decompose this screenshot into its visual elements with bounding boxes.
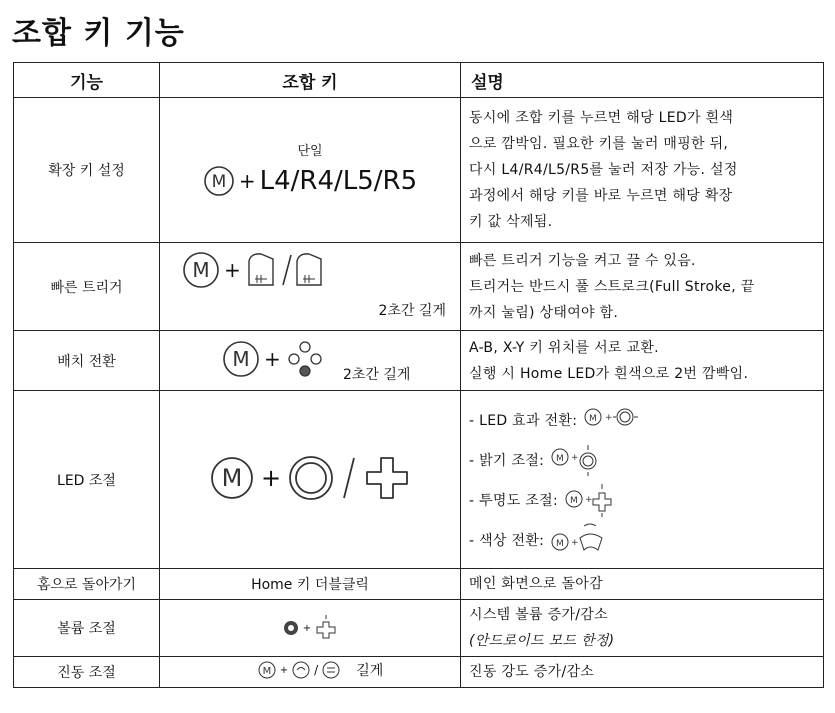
table-header-row	[14, 63, 824, 98]
row-name: 볼륨 조절	[14, 600, 160, 657]
table-row	[14, 391, 824, 569]
desc-line: - 밝기 조절:	[469, 452, 545, 469]
desc-line: - 투명도 조절:	[469, 492, 558, 509]
desc-line: 다시 L4/R4/L5/R5를 눌러 저장 가능. 설정	[469, 162, 738, 178]
m-button-icon	[209, 455, 255, 501]
plus-icon: +	[302, 622, 312, 634]
color-combo-icon	[550, 522, 606, 558]
m-button-icon	[203, 165, 235, 197]
row-name: 배치 전환	[14, 331, 160, 391]
desc-line: 동시에 조합 키를 누르면 해당 LED가 흰색	[469, 110, 734, 126]
desc-line: 실행 시 Home LED가 흰색으로 2번 깜빡임.	[469, 365, 749, 382]
combo-cell	[160, 243, 461, 331]
svg-text:+: +	[605, 412, 614, 423]
combo-cell	[160, 391, 461, 569]
header-desc: 설명	[461, 63, 824, 98]
table-row	[14, 331, 824, 391]
svg-text:+: +	[571, 452, 580, 463]
plus-icon: +	[279, 664, 289, 676]
combo-cell	[160, 600, 461, 657]
m-button-icon	[222, 340, 260, 378]
brightness-combo-icon	[550, 443, 600, 477]
desc-line: 시스템 볼륨 증가/감소	[469, 607, 608, 623]
desc-line: 빠른 트리거 기능을 켜고 끌 수 있음.	[469, 252, 696, 269]
desc-line: A-B, X-Y 키 위치를 서로 교환.	[469, 339, 659, 356]
combo-top-label: 단일	[297, 143, 323, 159]
plus-icon: +	[264, 347, 281, 371]
desc-line: 으로 깜박임. 필요한 키를 눌러 매핑한 뒤,	[469, 136, 729, 152]
combo-cell	[160, 657, 461, 688]
desc-cell	[461, 98, 824, 243]
plus-icon: +	[238, 168, 256, 193]
home-icon	[282, 619, 300, 637]
slash-icon	[341, 454, 357, 502]
slash-icon: /	[314, 663, 319, 677]
desc-line: 트리거는 반드시 풀 스트로크(Full Stroke, 끝	[469, 278, 755, 295]
header-feature: 기능	[14, 63, 160, 98]
table-row	[14, 243, 824, 331]
led-effect-combo-icon	[583, 407, 643, 433]
table-row	[14, 657, 824, 688]
desc-line: 키 값 삭제됨.	[469, 214, 553, 230]
svg-text:M: M	[221, 464, 243, 492]
desc-cell	[461, 600, 824, 657]
svg-text:M: M	[569, 495, 579, 506]
desc-cell	[461, 243, 824, 331]
desc-line: - LED 효과 전환:	[469, 412, 578, 429]
combo-cell	[160, 98, 461, 243]
row-name: 확장 키 설정	[14, 98, 160, 243]
desc-cell	[461, 391, 824, 569]
svg-text:M: M	[589, 413, 598, 424]
transparency-combo-icon	[564, 483, 614, 517]
m-button-icon	[257, 660, 277, 680]
table-row	[14, 98, 824, 243]
svg-text:+: +	[571, 537, 580, 548]
svg-text:M: M	[262, 666, 272, 677]
plus-icon: +	[224, 258, 241, 282]
dpad-icon	[314, 614, 338, 642]
ring-icon	[287, 454, 335, 502]
desc-cell	[461, 331, 824, 391]
desc-cell: 진동 강도 증가/감소	[461, 657, 824, 688]
svg-text:M: M	[556, 538, 565, 549]
hold-note: 길게	[356, 663, 384, 679]
row-name: 홈으로 돌아가기	[14, 569, 160, 600]
svg-text:M: M	[192, 258, 210, 282]
m-button-icon	[182, 251, 220, 289]
desc-cell: 메인 화면으로 돌아감	[461, 569, 824, 600]
table-row	[14, 569, 824, 600]
desc-line: 까지 눌림) 상태여야 함.	[469, 304, 619, 321]
combo-keys: L4/R4/L5/R5	[259, 165, 418, 196]
row-name: 빠른 트리거	[14, 243, 160, 331]
desc-line: 과정에서 해당 키를 바로 누르면 해당 확장	[469, 188, 733, 204]
trigger-icon	[245, 251, 325, 289]
combo-key-table	[13, 62, 824, 688]
svg-text:M: M	[211, 171, 227, 192]
dpad-icon	[363, 454, 411, 502]
svg-text:M: M	[556, 453, 565, 464]
row-name: 진동 조절	[14, 657, 160, 688]
row-name: LED 조절	[14, 391, 160, 569]
header-combo: 조합 키	[160, 63, 461, 98]
desc-line: (안드로이드 모드 한정)	[469, 633, 615, 649]
combo-cell	[160, 331, 461, 391]
table-row	[14, 600, 824, 657]
abxy-icon	[285, 339, 325, 379]
page-title: 조합 키 기능	[12, 16, 185, 51]
svg-text:M: M	[232, 347, 250, 371]
menu-icon	[321, 660, 341, 680]
combo-cell: Home 키 더블클릭	[160, 569, 461, 600]
hold-note: 2초간 길게	[343, 367, 411, 383]
svg-text:+: +	[585, 494, 593, 505]
plus-icon: +	[260, 464, 282, 492]
desc-line: - 색상 전환:	[469, 532, 545, 549]
screenshot-icon	[291, 660, 311, 680]
hold-note: 2초간 길게	[378, 303, 446, 319]
